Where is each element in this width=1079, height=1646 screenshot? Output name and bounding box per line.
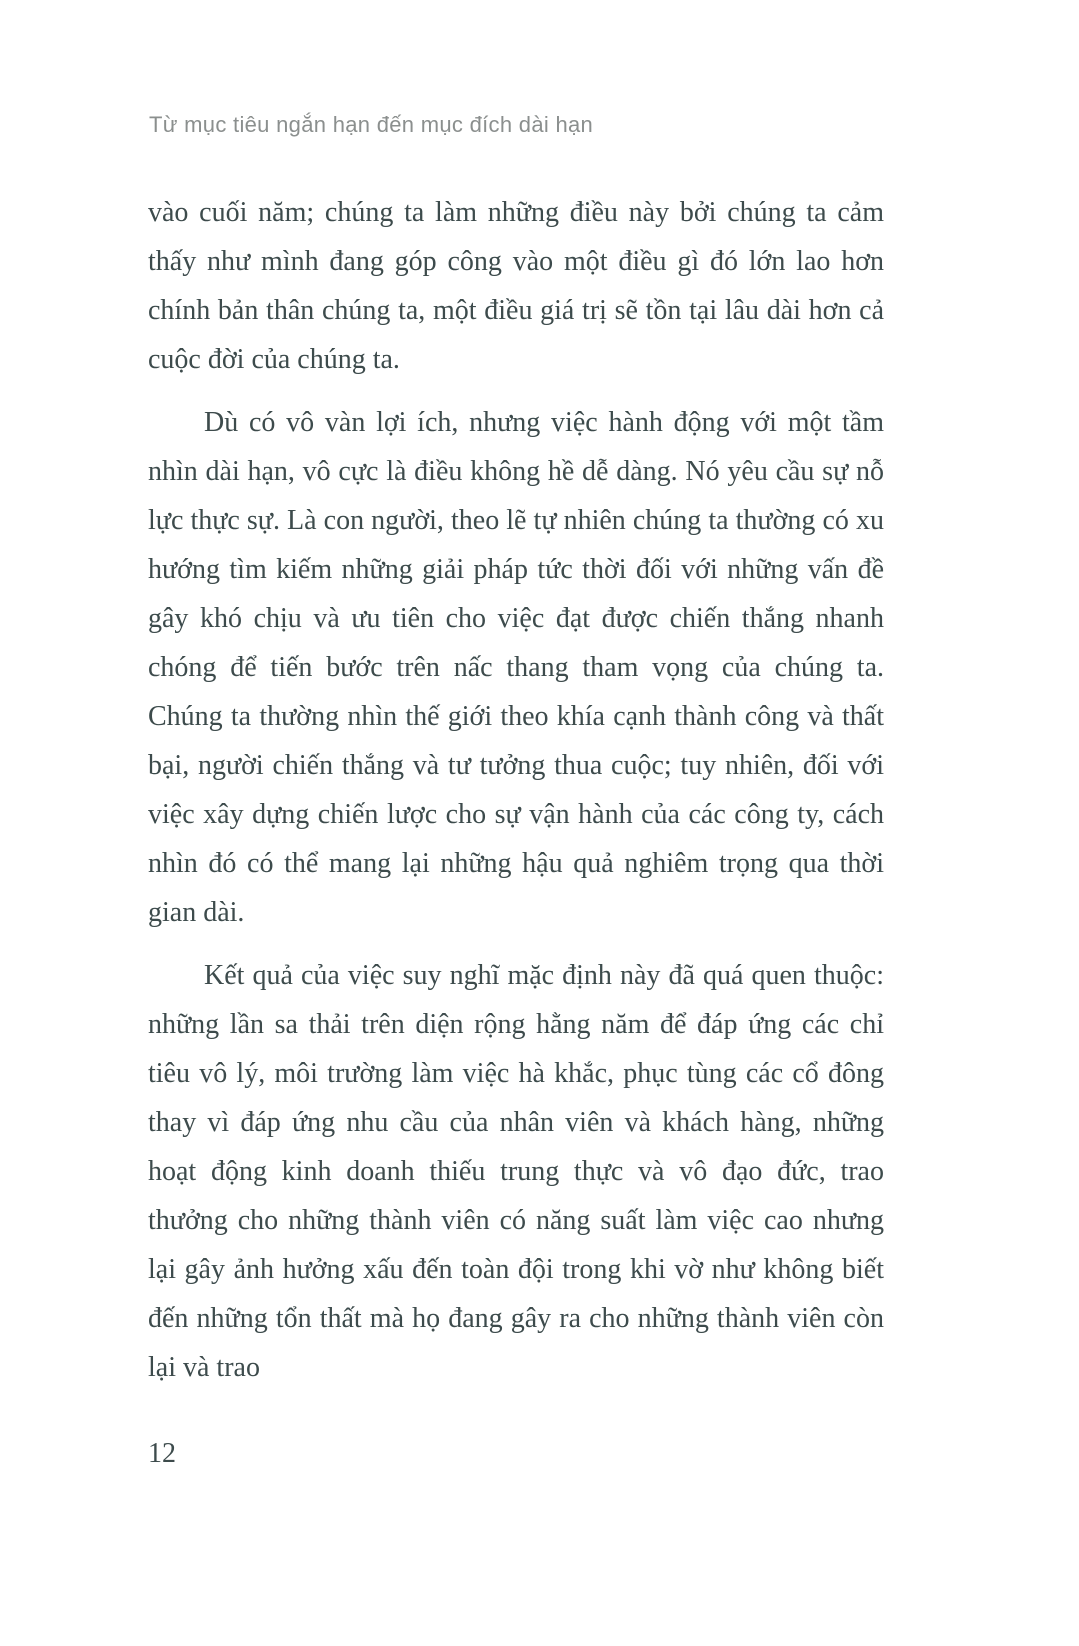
paragraph: Dù có vô vàn lợi ích, nhưng việc hành động với một tầm nhìn dài hạn, vô cực là điều không hề dễ dàng. Nó yêu cầu sự nỗ lực thực sự. Là con người, theo lẽ tự nhiên chúng ta thường có xu hướng tìm kiếm những giải pháp tức thời đối với những vấn đề gây khó chịu và ưu tiên cho việc đạt được chiến thắng nhanh chóng để tiến bước trên nấc thang tham vọng của chúng ta. Chúng ta thường nhìn thế giới theo khía cạnh thành công và thất bại, người chiến thắng và tư tưởng thua cuộc; tuy nhiên, đối với việc xây dựng chiến lược cho sự vận hành của các công ty, cách nhìn đó có thể mang lại những hậu quả nghiêm trọng qua thời gian dài. <box>148 407 884 928</box>
body-text <box>148 188 884 1406</box>
page-number: 12 <box>148 1438 176 1469</box>
running-head: Từ mục tiêu ngắn hạn đến mục đích dài hạn <box>149 112 594 137</box>
paragraph: Kết quả của việc suy nghĩ mặc định này đã quá quen thuộc: những lần sa thải trên diện rộng hằng năm để đáp ứng các chỉ tiêu vô lý, môi trường làm việc hà khắc, phục tùng các cổ đông thay vì đáp ứng nhu cầu của nhân viên và khách hàng, những hoạt động kinh doanh thiếu trung thực và vô đạo đức, trao thưởng cho những thành viên có năng suất làm việc cao nhưng lại gây ảnh hưởng xấu đến toàn đội trong khi vờ như không biết đến những tổn thất mà họ đang gây ra cho những thành viên còn lại và trao <box>148 960 884 1383</box>
paragraph: vào cuối năm; chúng ta làm những điều này bởi chúng ta cảm thấy như mình đang góp công vào một điều gì đó lớn lao hơn chính bản thân chúng ta, một điều giá trị sẽ tồn tại lâu dài hơn cả cuộc đời của chúng ta. <box>148 197 884 375</box>
